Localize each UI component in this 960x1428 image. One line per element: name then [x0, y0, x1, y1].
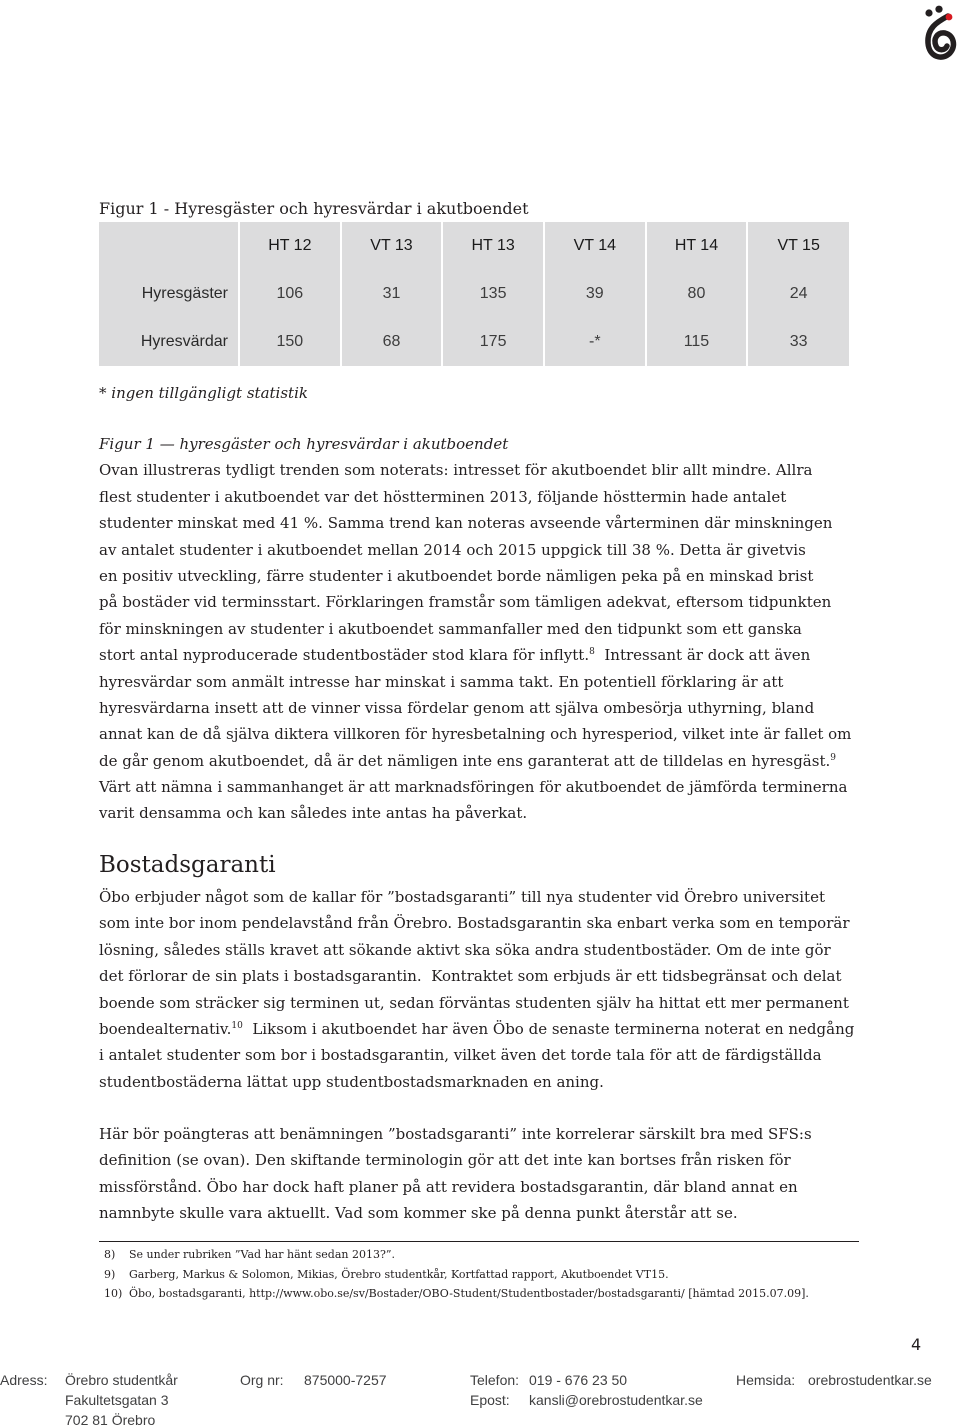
footnote-ref: 10 — [231, 1020, 243, 1031]
text-line — [99, 1016, 859, 1042]
row-label: Hyresgäster — [99, 270, 239, 318]
body-paragraph-3 — [99, 1121, 859, 1227]
column-header: VT 14 — [544, 222, 646, 270]
text-line: hyresvärdarna insett att de vinner vissa fördelar genom att själva ombesörja uthyrning, bland — [99, 698, 815, 717]
website-label: Hemsida: — [736, 1372, 796, 1388]
text-segment: de går genom akutboendet, då är det nämligen inte ens garanterat att de tilldelas en hyresgäst. — [99, 751, 831, 770]
website-link[interactable]: orebrostudentkar.se — [808, 1372, 932, 1388]
footnote-item — [104, 1245, 809, 1265]
row-label: Hyresvärdar — [99, 318, 239, 366]
text-segment: stort antal nyproducerade studentbostäder stod klara för inflytt. — [99, 646, 590, 665]
address-line: Örebro studentkår — [65, 1372, 178, 1388]
table-cell: 106 — [239, 270, 341, 318]
address-line: Fakultetsgatan 3 — [65, 1392, 169, 1408]
statistics-note: * ingen tillgängligt statistik — [99, 384, 308, 402]
text-segment: Intressant är dock att även — [594, 646, 811, 665]
table-header-row — [99, 222, 849, 270]
email-label: Epost: — [470, 1392, 510, 1408]
footnote-number: 8) — [104, 1248, 116, 1261]
footnote-number: 10) — [104, 1287, 123, 1300]
text-line: flest studenter i akutboendet var det höstterminen 2013, följande hösttermin hade antalet — [99, 487, 787, 506]
text-line: missförstånd. Öbo har dock haft planer på att revidera bostadsgarantin, där bland annat en — [99, 1177, 798, 1196]
column-header: HT 14 — [646, 222, 748, 270]
text-line — [99, 748, 859, 774]
text-line: som inte bor inom pendelavstånd från Örebro. Bostadsgarantin ska enbart verka som en temporär — [99, 914, 850, 933]
text-line: boende som sträcker sig terminen ut, sedan förväntas studenten själv ha hittat ett mer permanent — [99, 993, 849, 1012]
footnote-item — [104, 1265, 809, 1285]
footnotes — [104, 1245, 809, 1304]
footnote-ref: 9 — [830, 752, 836, 763]
text-line: för minskningen av studenter i akutboendet sammanfaller med den tidpunkt som ett ganska — [99, 619, 802, 638]
text-line: lösning, således ställs kravet att sökande aktivt ska söka andra studentbostäder. Om de inte gör — [99, 940, 831, 959]
text-segment: Liksom i akutboendet har även Öbo de senaste terminerna noterat en nedgång — [242, 1019, 855, 1038]
table-cell: 80 — [646, 270, 748, 318]
footnote-number: 9) — [104, 1267, 116, 1281]
footnote-text: Garberg, Markus & Solomon, Mikias, Örebro studentkår, Kortfattad rapport, Akutboendet VT15. — [129, 1267, 669, 1281]
table-cell: 115 — [646, 318, 748, 366]
footnote-divider — [99, 1241, 859, 1242]
figure-title: Figur 1 - Hyresgäster och hyresvärdar i akutboendet — [99, 199, 529, 218]
address-label: Adress: — [0, 1372, 48, 1388]
column-header: HT 12 — [239, 222, 341, 270]
text-line: Öbo erbjuder något som de kallar för ”bostadsgaranti” till nya studenter vid Örebro universitet — [99, 888, 825, 906]
text-line: på bostäder vid terminsstart. Förklaringen framstår som tämligen adekvat, eftersom tidpunkten — [99, 593, 832, 612]
table-cell: 31 — [341, 270, 443, 318]
section-heading: Bostadsgaranti — [99, 852, 276, 878]
text-segment: boendealternativ. — [99, 1019, 232, 1038]
table-cell: -* — [544, 318, 646, 366]
org-number-label: Org nr: — [240, 1372, 284, 1388]
footnote-ref: 8 — [589, 647, 595, 658]
table-corner-cell — [99, 222, 239, 270]
page-footer — [0, 1372, 960, 1427]
table-cell: 33 — [747, 318, 849, 366]
text-line: annat kan de då själva diktera villkoren för hyresbetalning och hyresperiod, vilket inte är fallet om — [99, 725, 852, 744]
text-line: namnbyte skulle vara aktuellt. Vad som kommer ske på denna punkt återstår att se. — [99, 1204, 738, 1223]
text-line: Värt att nämna i sammanhanget är att marknadsföringen för akutboendet de jämförda terminerna — [99, 778, 848, 797]
text-line: studenter minskat med 41 %. Samma trend kan noteras avseende vårterminen där minskningen — [99, 514, 833, 533]
org-number-value: 875000-7257 — [304, 1372, 387, 1388]
table-row — [99, 270, 849, 318]
text-line: studentbostäderna lättat upp studentbostadsmarknaden en aning. — [99, 1072, 604, 1091]
text-line: definition (se ovan). Den skiftande terminologin gör att det inte kan bortses från risken för — [99, 1151, 791, 1170]
statistics-table — [99, 222, 849, 366]
table-cell: 150 — [239, 318, 341, 366]
column-header: HT 13 — [442, 222, 544, 270]
address-line: 702 81 Örebro — [65, 1412, 156, 1428]
figure-caption: Figur 1 — hyresgäster och hyresvärdar i akutboendet — [99, 435, 509, 453]
table-cell: 175 — [442, 318, 544, 366]
column-header: VT 13 — [341, 222, 443, 270]
table-cell: 39 — [544, 270, 646, 318]
footnote-text: Öbo, bostadsgaranti, http://www.obo.se/sv/Bostader/OBO-Student/Studentbostader/bostadsgaranti/ [hämtad 2015.07.09]. — [129, 1287, 809, 1300]
column-header: VT 15 — [747, 222, 849, 270]
text-line: Ovan illustreras tydligt trenden som noterats: intresset för akutboendet blir allt mindre. Allra — [99, 461, 813, 480]
phone-value: 019 - 676 23 50 — [529, 1372, 628, 1388]
footnote-text: Se under rubriken ”Vad har hänt sedan 2013?”. — [129, 1248, 395, 1261]
orebro-studentkar-logo — [918, 4, 960, 64]
table-cell: 68 — [341, 318, 443, 366]
text-line: en positiv utveckling, färre studenter i akutboendet borde nämligen peka på en minskad brist — [99, 566, 814, 585]
text-line — [99, 642, 859, 668]
text-line: i antalet studenter som bor i bostadsgarantin, vilket även det torde tala för att de färdigställda — [99, 1046, 822, 1065]
table-row — [99, 318, 849, 366]
text-line: varit densamma och kan således inte antas ha påverkat. — [99, 804, 528, 823]
phone-label: Telefon: — [470, 1372, 520, 1388]
email-link[interactable]: kansli@orebrostudentkar.se — [529, 1392, 703, 1408]
body-paragraph-2 — [99, 884, 859, 1095]
text-line: hyresvärdar som anmält intresse har minskat i samma takt. En potentiell förklaring är att — [99, 672, 784, 691]
table-cell: 135 — [442, 270, 544, 318]
text-line: Här bör poängteras att benämningen ”bostadsgaranti” inte korrelerar särskilt bra med SFS:s — [99, 1125, 812, 1143]
body-paragraph-1 — [99, 431, 859, 827]
footnote-item — [104, 1284, 809, 1304]
table-cell: 24 — [747, 270, 849, 318]
text-line: det förlorar de sin plats i bostadsgarantin. Kontraktet som erbjuds är ett tidsbegränsat och delat — [99, 967, 842, 986]
page-number: 4 — [911, 1335, 922, 1354]
text-line: av antalet studenter i akutboendet mellan 2014 och 2015 uppgick till 38 %. Detta är givetvis — [99, 540, 806, 559]
